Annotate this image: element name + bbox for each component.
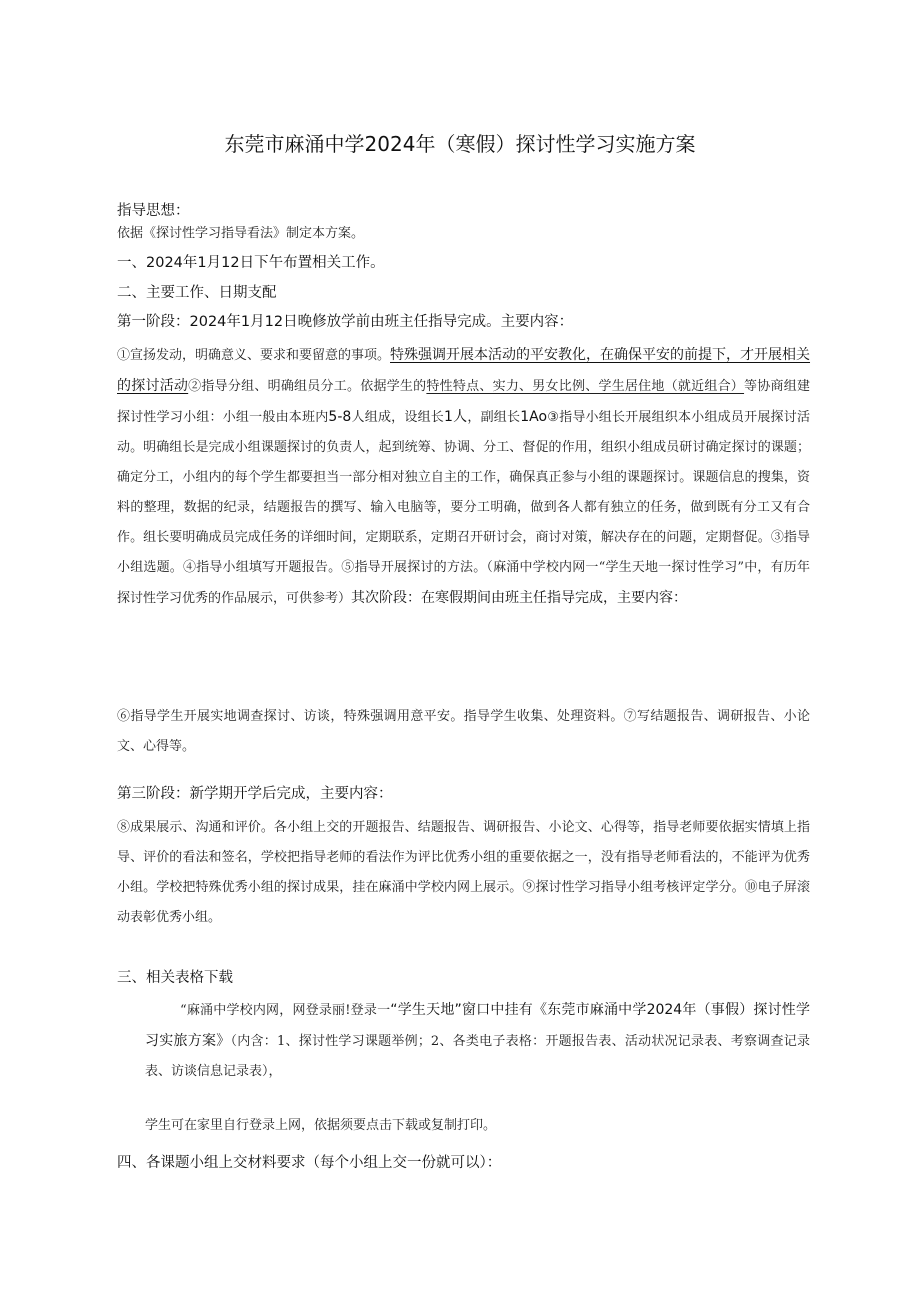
section-1-heading: 一、2024年1月12日下午布置相关工作。 [117,255,385,271]
download-text-a: “麻涌中学校内网，网登录丽!登录一 [180,1003,391,1018]
document-title: 东莞市麻涌中学2024年（寒假）探讨性学习实施方案 [224,132,696,156]
stage-1-text-c: 等协商组建探讨性学习小组：小组一般由本班内 [117,379,810,425]
download-paragraph [145,995,810,1087]
grouping-criteria-text: 特性特点、实力、男女比例、学生居住地（就近组合） [426,379,745,394]
section-2-heading: 二、主要工作、日期支配 [117,285,277,301]
stage-2-heading: 其次阶段：在寒假期间由班主任指导完成，主要内容： [351,590,688,606]
stage-3-heading: 第三阶段：新学期开学后完成，主要内容： [117,786,393,802]
stage-1-paragraph [117,340,810,614]
stage-1-text-b: ②指导分组、明确组员分工。依据学生的 [188,379,427,394]
download-note: 学生可在家里自行登录上网，依据须要点击下载或复制打印。 [145,1118,497,1133]
guide-heading: 指导思想： [117,203,190,219]
stage-1-heading: 第一阶段：2024年1月12日晚修放学前由班主任指导完成。主要内容： [117,314,574,330]
safety-emphasis-text: 特殊强调开展本活动的平安教化，在确保平安的前提下，才开展相关的探讨活动 [117,347,811,394]
group-size-text: 5-8 [328,409,352,425]
download-text-b: “学生天地”窗口中挂有《东莞市麻涌中学2024年（事假）探讨性学习实旅方案》 [145,1002,810,1049]
section-3-heading: 三、相关表格下载 [117,970,233,986]
stage-3-paragraph: ⑧成果展示、沟通和评价。各小组上交的开题报告、结题报告、调研报告、小论文、心得等，指导老师要依据实情填上指导、评价的看法和签名，学校把指导老师的看法作为评比优秀小组的重要依据之一，没有指导老师看法的，不能评为优秀小组。学校把特殊优秀小组的探讨成果，挂在麻涌中学校内网上展示。⑨探讨性学习指导小组考核评定学分。⑩电子屏滚动表彰优秀小组。 [117,820,810,925]
stage-2-paragraph: ⑥指导学生开展实地调查探讨、访谈，特殊强调用意平安。指导学生收集、处理资料。⑦写结题报告、调研报告、小论文、心得等。 [117,709,810,754]
leader-count-text: 1人 [444,409,468,425]
deputy-count-text: 1Ao [520,409,548,425]
stage-1-text-a: ①宣扬发动，明确意义、要求和要留意的事项。 [117,348,391,363]
stage-1-text-d: 人组成，设组长 [351,410,445,425]
stage-1-text-e: ，副组长 [467,410,521,425]
download-text-c: （内含：1、探讨性学习课题举例；2、各类电子表格：开题报告表、活动状况记录表、考察调查记录表、访谈信息记录表）， [145,1034,811,1079]
stage-1-text-f: ③指导小组长开展组织本小组成员开展探讨活动。明确组长是完成小组课题探讨的负责人，起到统筹、协调、分工、督促的作用，组织小组成员研讨确定探讨的课题；确定分工，小组内的每个学生都要担当一部分相对独立自主的工作，确保真正参与小组的课题探讨。课题信息的搜集，资料的整理，数据的纪录，结题报告的撰写、输入电脑等，要分工明确，做到各人都有独立的任务，做到既有分工又有合作。组长要明确成员完成任务的详细时间，定期联系，定期召开研讨会，商讨对策，解决存在的问题，定期督促。③指导小组选题。④指导小组填写开题报告。⑤指导开展探讨的方法。（麻涌中学校内网一“学生天地一探讨性学习”中，有历年探讨性学习优秀的作品展示，可供参考） [117,410,810,606]
guide-text: 依据《探讨性学习指导看法》制定本方案。 [117,226,365,241]
section-4-heading: 四、各课题小组上交材料要求（每个小组上交一份就可以）： [117,1155,502,1171]
